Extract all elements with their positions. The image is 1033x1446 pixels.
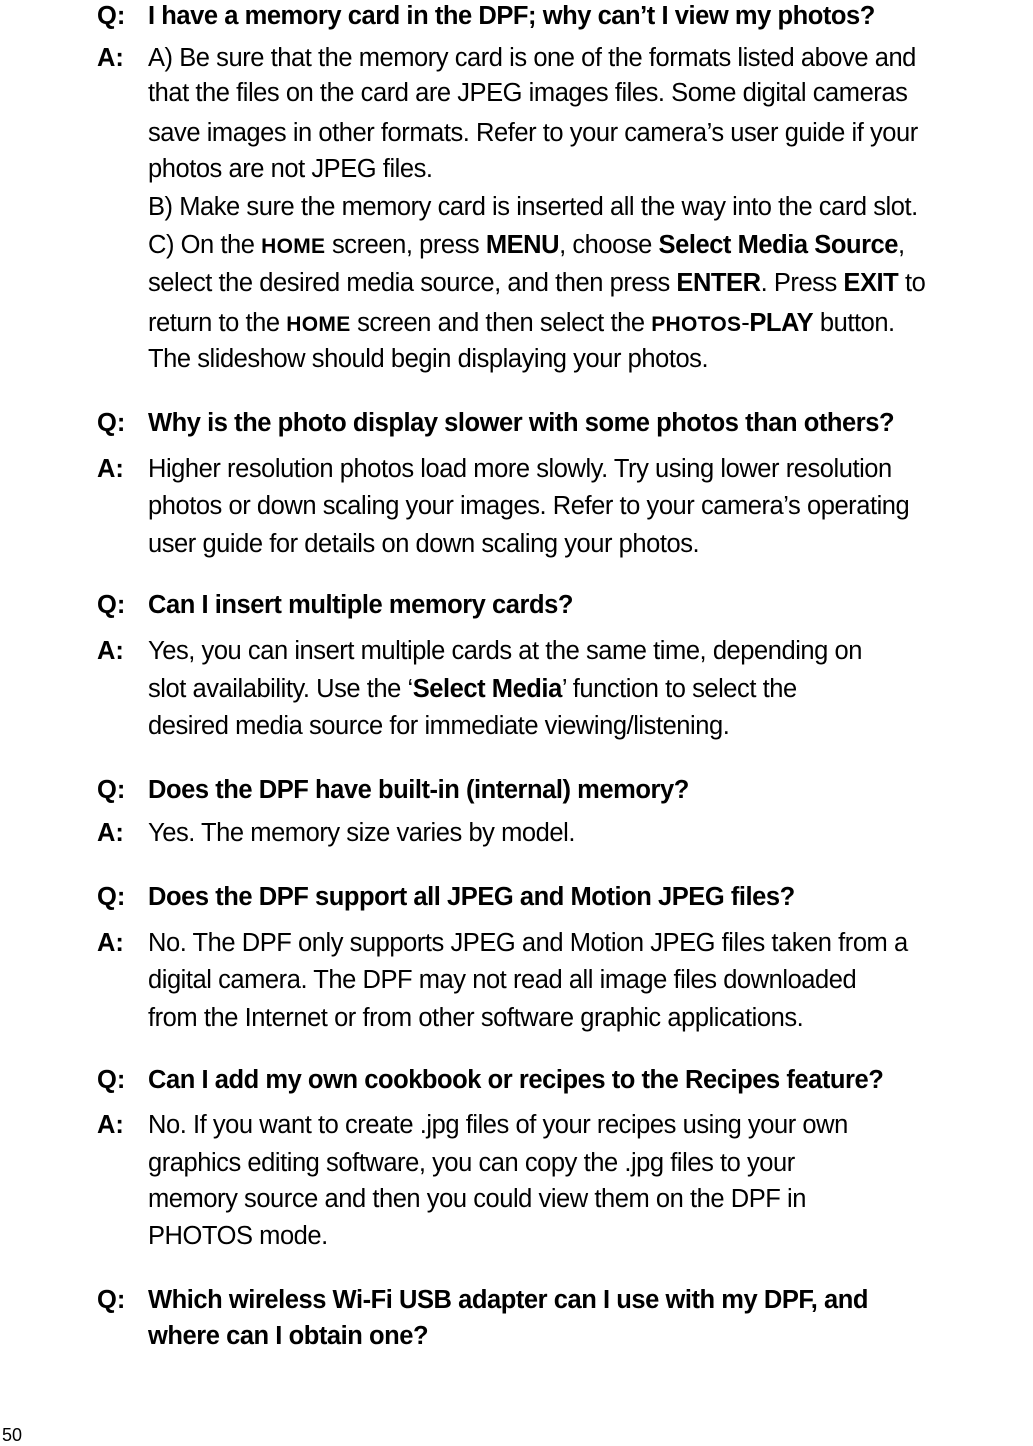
answer-label: A: bbox=[97, 819, 124, 847]
page-number: 50 bbox=[2, 1425, 23, 1445]
answer-line: digital camera. The DPF may not read all image files downloaded bbox=[148, 966, 857, 994]
question-label: Q: bbox=[97, 591, 126, 619]
answer-line: Higher resolution photos load more slowly. Try using lower resolution bbox=[148, 455, 892, 483]
answer-line: memory source and then you could view them on the DPF in bbox=[148, 1185, 806, 1213]
question-text: Can I add my own cookbook or recipes to the Recipes feature? bbox=[148, 1066, 884, 1094]
question-text: Does the DPF support all JPEG and Motion JPEG files? bbox=[148, 883, 795, 911]
answer-line: PHOTOS mode. bbox=[148, 1222, 328, 1250]
answer-line: desired media source for immediate viewing/listening. bbox=[148, 712, 730, 740]
question-text: Which wireless Wi-Fi USB adapter can I use with my DPF, and bbox=[148, 1286, 868, 1314]
menu-key-term: MENU bbox=[485, 231, 560, 259]
answer-line: Yes. The memory size varies by model. bbox=[148, 819, 575, 847]
answer-line bbox=[148, 308, 1033, 340]
answer-label: A: bbox=[97, 637, 124, 665]
answer-label: A: bbox=[97, 929, 124, 957]
text-run: button. bbox=[813, 309, 895, 337]
answer-line bbox=[148, 230, 1033, 262]
answer-line bbox=[148, 268, 1033, 298]
answer-line: A) Be sure that the memory card is one of the formats listed above and bbox=[148, 44, 916, 72]
text-run: , bbox=[898, 231, 905, 259]
text-run: return to the bbox=[148, 309, 287, 337]
select-media-source-term: Select Media Source bbox=[658, 231, 899, 259]
photos-button-term: PHOTOS bbox=[651, 313, 742, 336]
enter-key-term: ENTER bbox=[676, 269, 761, 297]
question-label: Q: bbox=[97, 1066, 126, 1094]
answer-line bbox=[148, 674, 1033, 704]
text-run: . Press bbox=[760, 269, 844, 297]
text-run: ’ function to select the bbox=[561, 675, 797, 703]
text-run: - bbox=[741, 309, 750, 337]
text-run: slot availability. Use the ‘ bbox=[148, 675, 413, 703]
answer-label: A: bbox=[97, 1111, 124, 1139]
question-text: I have a memory card in the DPF; why can’t I view my photos? bbox=[148, 2, 875, 30]
text-run: screen, press bbox=[325, 231, 486, 259]
text-run: , choose bbox=[559, 231, 659, 259]
answer-line: No. If you want to create .jpg files of your recipes using your own bbox=[148, 1111, 848, 1139]
answer-line: that the files on the card are JPEG images files. Some digital cameras bbox=[148, 79, 908, 107]
answer-line: photos or down scaling your images. Refer to your camera’s operating bbox=[148, 492, 910, 520]
answer-line: save images in other formats. Refer to your camera’s user guide if your bbox=[148, 119, 918, 147]
play-button-term: PLAY bbox=[749, 309, 814, 337]
question-text: Does the DPF have built-in (internal) memory? bbox=[148, 776, 689, 804]
text-run: select the desired media source, and then press bbox=[148, 269, 677, 297]
text-run: to bbox=[898, 269, 926, 297]
answer-line: user guide for details on down scaling your photos. bbox=[148, 530, 700, 558]
answer-line: Yes, you can insert multiple cards at the same time, depending on bbox=[148, 637, 862, 665]
home-screen-term: HOME bbox=[286, 313, 351, 336]
question-label: Q: bbox=[97, 409, 126, 437]
question-label: Q: bbox=[97, 776, 126, 804]
answer-line: from the Internet or from other software graphic applications. bbox=[148, 1004, 804, 1032]
question-label: Q: bbox=[97, 883, 126, 911]
question-text: Why is the photo display slower with some photos than others? bbox=[148, 409, 895, 437]
select-media-term: Select Media bbox=[412, 675, 562, 703]
question-text: where can I obtain one? bbox=[148, 1322, 429, 1350]
question-label: Q: bbox=[97, 2, 126, 30]
answer-line: photos are not JPEG files. bbox=[148, 155, 433, 183]
answer-line: B) Make sure the memory card is inserted all the way into the card slot. bbox=[148, 193, 918, 221]
text-run: C) On the bbox=[148, 231, 262, 259]
exit-key-term: EXIT bbox=[843, 269, 899, 297]
question-label: Q: bbox=[97, 1286, 126, 1314]
question-text: Can I insert multiple memory cards? bbox=[148, 591, 573, 619]
home-screen-term: HOME bbox=[261, 235, 326, 258]
answer-line: The slideshow should begin displaying your photos. bbox=[148, 345, 709, 373]
answer-line: No. The DPF only supports JPEG and Motion JPEG files taken from a bbox=[148, 929, 908, 957]
answer-line: graphics editing software, you can copy the .jpg files to your bbox=[148, 1149, 795, 1177]
answer-label: A: bbox=[97, 455, 124, 483]
text-run: screen and then select the bbox=[350, 309, 652, 337]
answer-label: A: bbox=[97, 44, 124, 72]
